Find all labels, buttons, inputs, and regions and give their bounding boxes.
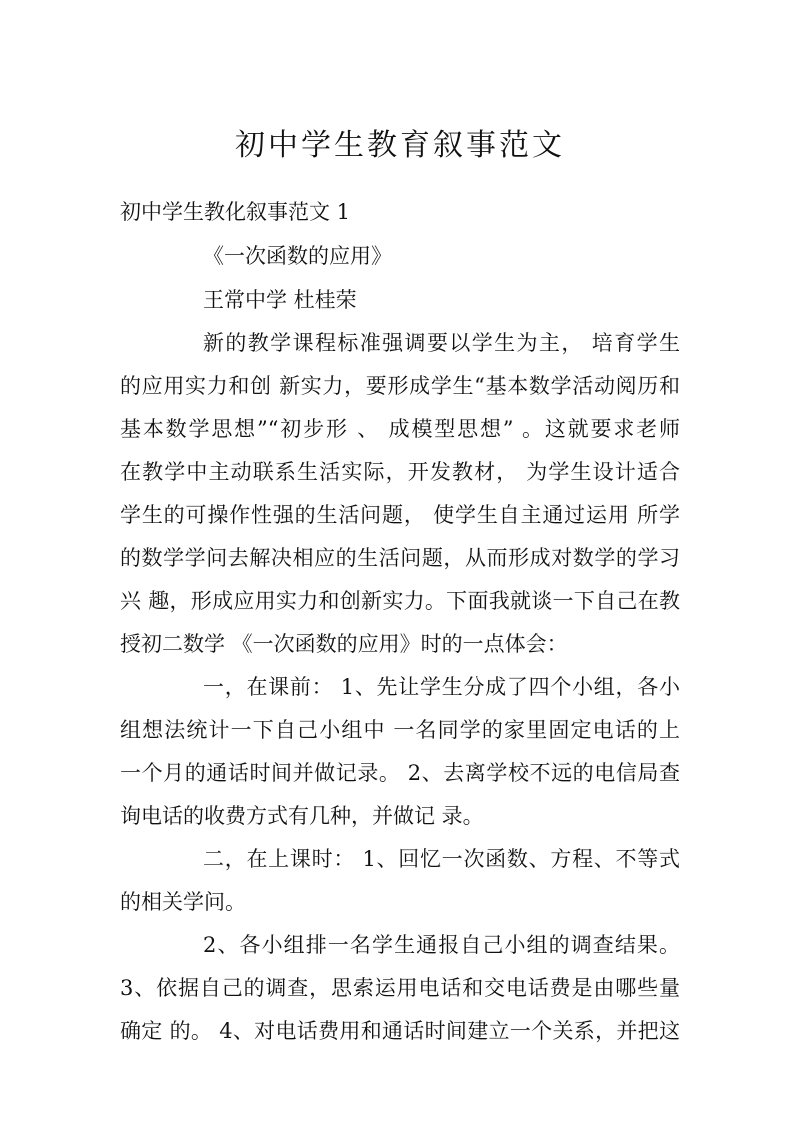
paragraph-line: 3、依据自己的调查，思索运用电话和交电话费是由哪些量 <box>120 976 680 1000</box>
paragraph-line: 基本数学思想”“初步形 、 成模型思想” 。这就要求老师 <box>120 417 680 441</box>
paragraph-line: 的应用实力和创 新实力，要形成学生“基本数学活动阅历和 <box>120 374 680 398</box>
paragraph-line: 2、各小组排一名学生通报自己小组的调查结果。 <box>203 933 680 957</box>
paragraph-line: 新的教学课程标准强调要以学生为主， 培育学生 <box>203 331 680 355</box>
paragraph-line: 在教学中主动联系生活实际，开发教材， 为学生设计适合 <box>120 460 680 484</box>
lesson-title: 《一次函数的应用》 <box>203 244 392 268</box>
author-line: 王常中学 杜桂荣 <box>203 288 357 312</box>
document-subtitle: 初中学生教化叙事范文 1 <box>120 200 351 224</box>
paragraph-line: 组想法统计一下自己小组中 一名同学的家里固定电话的上 <box>120 718 680 742</box>
paragraph-line: 一个月的通话时间并做记录。 2、去离学校不远的电信局查 <box>120 761 680 785</box>
document-title: 初中学生教育叙事范文 <box>235 128 565 163</box>
paragraph-line: 一，在课前： 1、先让学生分成了四个小组，各小 <box>203 675 680 699</box>
paragraph-line: 二，在上课时： 1、回忆一次函数、方程、不等式 <box>203 847 680 871</box>
paragraph-line: 兴 趣，形成应用实力和创新实力。下面我就谈一下自己在教 <box>120 589 680 613</box>
paragraph-line: 的数学学问去解决相应的生活问题，从而形成对数学的学习 <box>120 546 680 570</box>
paragraph-line: 的相关学问。 <box>120 890 246 914</box>
paragraph-line: 确定 的。 4、对电话费用和通话时间建立一个关系，并把这 <box>120 1019 680 1043</box>
paragraph-line: 询电话的收费方式有几种，并做记 录。 <box>120 804 484 828</box>
paragraph-line: 授初二数学 《一次函数的应用》时的一点体会： <box>120 632 568 656</box>
paragraph-line: 学生的可操作性强的生活问题， 使学生自主通过运用 所学 <box>120 503 680 527</box>
